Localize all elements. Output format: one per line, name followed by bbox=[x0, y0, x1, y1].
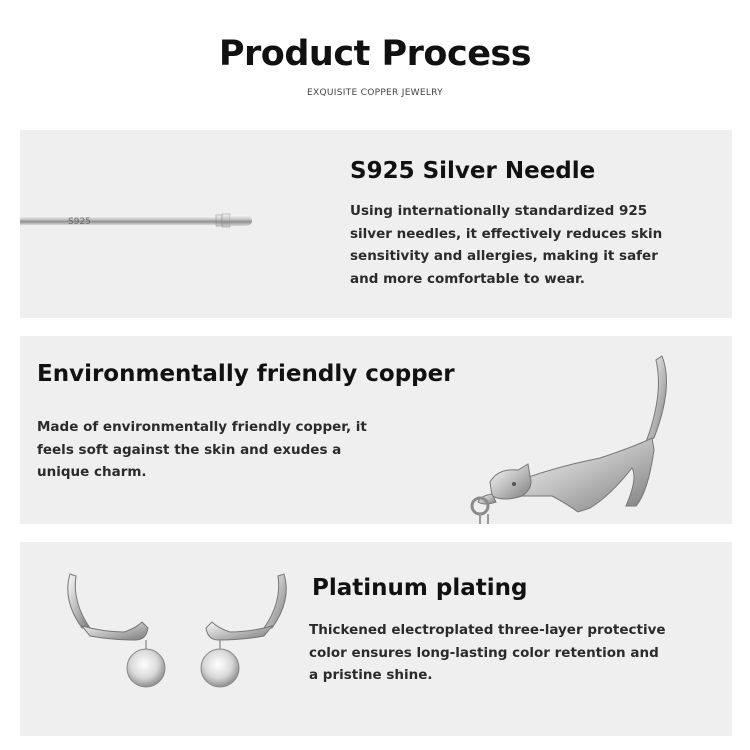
section-title: S925 Silver Needle bbox=[350, 158, 596, 184]
section-description: Thickened electroplated three-layer protective color ensures long-lasting color retention and a pristine shine. bbox=[309, 622, 666, 683]
section-description: Made of environmentally friendly copper, it feels soft against the skin and exudes a unique charm. bbox=[37, 419, 367, 480]
page-title: Product Process bbox=[218, 34, 532, 74]
page-subtitle: EXQUISITE COPPER JEWELRY bbox=[307, 88, 443, 98]
section-title: Environmentally friendly copper bbox=[37, 361, 455, 387]
silver-needle-image bbox=[20, 206, 260, 236]
cat-earring-image bbox=[440, 346, 680, 524]
section-description: Using internationally standardized 925 silver needles, it effectively reduces skin sensitivity and allergies, making it safer and more comfortable to wear. bbox=[350, 203, 663, 287]
section-platinum-plating bbox=[20, 542, 732, 736]
section-title: Platinum plating bbox=[312, 575, 528, 601]
section-silver-needle bbox=[20, 130, 732, 318]
section-copper bbox=[20, 336, 732, 524]
needle-stamp: S925 bbox=[68, 217, 91, 227]
earring-pair-image bbox=[54, 570, 294, 710]
